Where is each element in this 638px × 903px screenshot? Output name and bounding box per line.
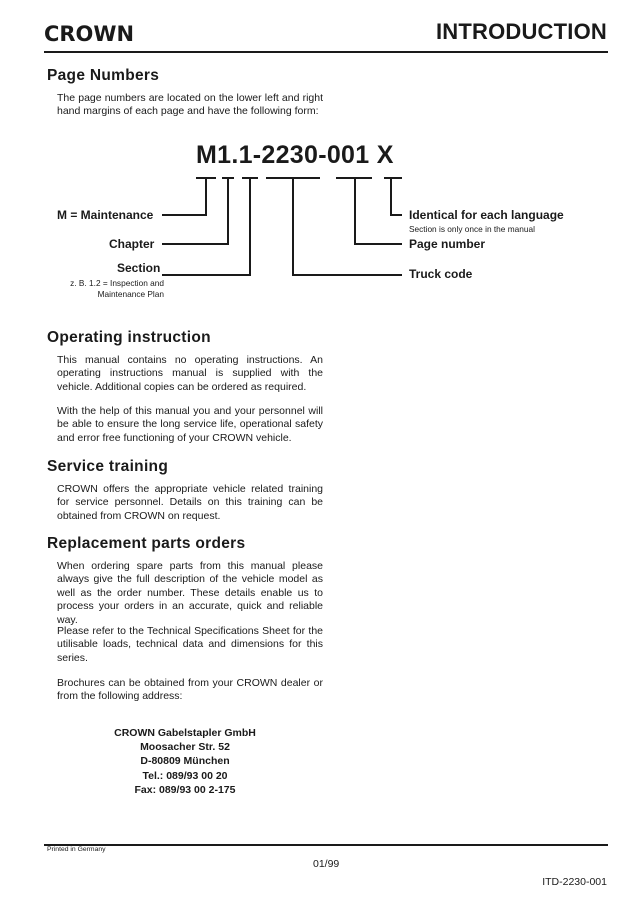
address-city: D-80809 München [140, 755, 230, 768]
service-paragraph: CROWN offers the appropriate vehicle related training for service personnel. Details on this training can be obtained from CROWN on request. [57, 483, 323, 522]
page-number-code: M1.1-2230-001 X [196, 141, 394, 169]
identical-note: Section is only once in the manual [409, 224, 535, 234]
page-numbers-heading: Page Numbers [47, 67, 160, 84]
operating-paragraph-2: With the help of this manual you and your personnel will be able to ensure the long service life, operational safety and error free functioning of your CROWN vehicle. [57, 405, 323, 444]
label-page-number: Page number [409, 237, 486, 251]
label-maintenance: M = Maintenance [57, 208, 154, 222]
company-address [100, 726, 270, 797]
parts-heading: Replacement parts orders [47, 535, 246, 552]
label-identical-language: Identical for each language [409, 208, 564, 222]
address-company: CROWN Gabelstapler GmbH [114, 727, 256, 739]
address-street: Moosacher Str. 52 [140, 741, 230, 754]
parts-paragraph-1: When ordering spare parts from this manual please always give the full description of the vehicle model as well as the order number. These details enable us to process your orders in an accurate, quick and reliable way. [57, 560, 323, 626]
address-fax: Fax: 089/93 00 2-175 [134, 783, 236, 796]
parts-paragraph-3: Brochures can be obtained from your CROWN dealer or from the following address: [57, 677, 323, 703]
section-note-line-2: Maintenance Plan [97, 288, 164, 299]
operating-heading: Operating instruction [47, 329, 211, 346]
printed-in-note: Printed in Germany [47, 846, 106, 853]
parts-paragraph-2: Please refer to the Technical Specifications Sheet for the utilisable loads, technical data and dimensions for this series. [57, 625, 323, 664]
footer-divider [44, 844, 608, 846]
footer-doc-code: ITD-2230-001 [542, 876, 607, 888]
operating-paragraph-1: This manual contains no operating instructions. An operating instructions manual is supplied with the vehicle. Additional copies can be ordered as required. [57, 354, 323, 393]
label-section: Section [117, 261, 161, 275]
label-truck-code: Truck code [409, 267, 473, 281]
section-note [70, 278, 164, 299]
footer-page-number: 01/99 [313, 858, 340, 870]
page-numbers-intro: The page numbers are located on the lower left and right hand margins of each page and have the following form: [57, 92, 323, 118]
section-note-line-1: z. B. 1.2 = Inspection and [70, 278, 164, 288]
label-chapter: Chapter [109, 237, 155, 251]
address-phone: Tel.: 089/93 00 20 [142, 769, 228, 782]
service-heading: Service training [47, 458, 169, 475]
page-header-title: INTRODUCTION [435, 19, 607, 44]
logo-text: CROWN [44, 22, 134, 44]
